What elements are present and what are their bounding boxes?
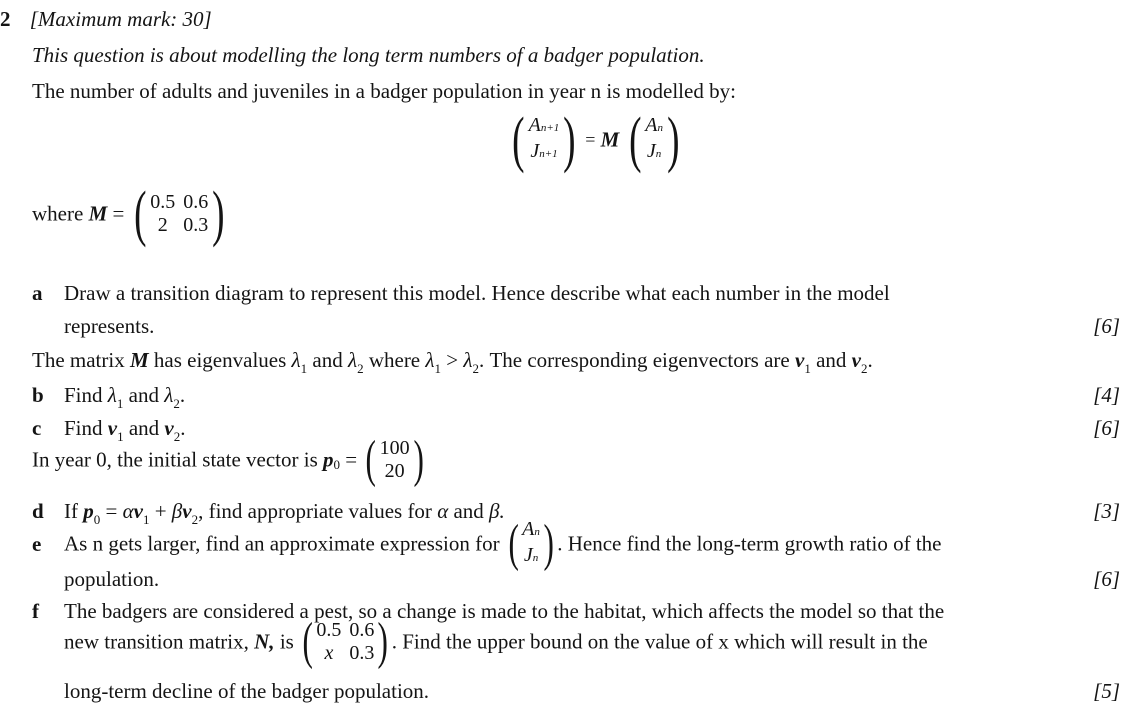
matrix-N: ( 0.5 0.6 x 0.3 ) [302, 613, 389, 670]
initial-state: In year 0, the initial state vector is $p_0$ = ( 100 20 ) [32, 436, 427, 484]
part-e-line1: e As n gets larger, find an approximate expression for ( An Jn ) . Hence find the long-term growth ratio of the [32, 515, 942, 572]
part-a-line2: represents. [64, 314, 155, 338]
part-f-line1: f The badgers are considered a pest, so a change is made to the habitat, which affects the model so that the [32, 599, 945, 623]
current-state-vector: ( An Jn ) [628, 106, 680, 174]
part-f-line2: new transition matrix, N, is ( 0.5 0.6 x 0.3 ) . Find the upper bound on the value of x which will result in the [64, 613, 928, 670]
eigenvalue-statement: The matrix M has eigenvalues $\lambda_1$ and $\lambda_2$ where $\lambda_1 > \lambda_2$. The corresponding eigenvectors are $v_1$ and $v_2$. [32, 348, 873, 376]
model-equation: ( An+1 Jn+1 ) = M ( An Jn ) [508, 112, 684, 168]
question-intro: This question is about modelling the long term numbers of a badger population. [32, 43, 705, 67]
maximum-mark: [Maximum mark: 30] [29, 7, 212, 31]
part-a-marks: [6] [1093, 314, 1120, 338]
part-c-marks: [6] [1093, 416, 1120, 440]
state-vector-n: ( An Jn ) [508, 515, 554, 572]
part-a-line1: a Draw a transition diagram to represent this model. Hence describe what each number in the model [32, 281, 890, 305]
question-number: 2 [0, 7, 11, 31]
model-description: The number of adults and juveniles in a badger population in year n is modelled by: [32, 79, 736, 103]
part-d-marks: [3] [1093, 499, 1120, 523]
part-d: d If $p_0 = \alpha v_1 + \beta v_2$, find appropriate values for α and β. [32, 499, 505, 527]
part-f-marks: [5] [1093, 679, 1120, 703]
next-state-vector: ( An+1 Jn+1 ) [512, 106, 576, 174]
part-b-marks: [4] [1093, 383, 1120, 407]
part-b: b Find $\lambda_1$ and $\lambda_2$. [32, 383, 186, 411]
matrix-M: ( 0.5 0.6 2 0.3 ) [133, 180, 225, 248]
question-header [0, 6, 212, 32]
initial-vector: ( 100 20 ) [365, 431, 424, 488]
part-e-marks: [6] [1093, 567, 1120, 591]
matrix-M-definition: where M = ( 0.5 0.6 2 0.3 ) [32, 186, 229, 242]
part-f-line3: long-term decline of the badger population. [64, 679, 430, 703]
part-e-line2: population. [64, 567, 160, 591]
part-c: c Find $v_1$ and $v_2$. [32, 416, 186, 444]
